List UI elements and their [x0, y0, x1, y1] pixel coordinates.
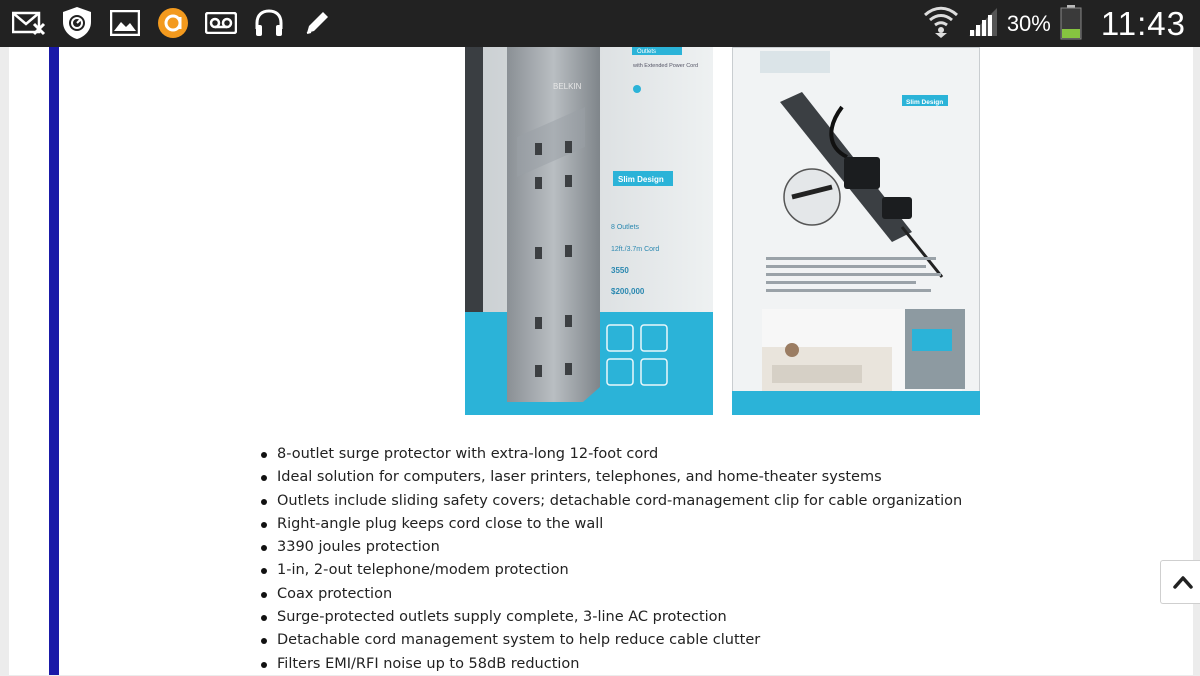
edit-icon[interactable] [300, 6, 334, 40]
list-item: Ideal solution for computers, laser printers, telephones, and home-theater systems [261, 466, 962, 489]
list-item: 1-in, 2-out telephone/modem protection [261, 559, 962, 582]
list-item: Surge-protected outlets supply complete, 3-line AC protection [261, 606, 962, 629]
product-image-front[interactable] [465, 47, 713, 415]
status-bar [0, 0, 1200, 47]
box-header-cord: with Extended Power Cord [633, 63, 699, 69]
missed-message-icon[interactable] [12, 6, 46, 40]
box-spec-outlets: 8 Outlets [611, 224, 640, 231]
box-spec-cord: 12ft./3.7m Cord [611, 246, 660, 253]
signal-icon [967, 7, 999, 41]
list-item: 3390 joules protection [261, 536, 962, 559]
list-item: Outlets include sliding safety covers; detachable cord-management clip for cable organization [261, 490, 962, 513]
box-badge-back: Slim Design [906, 99, 944, 106]
feature-list [261, 443, 962, 676]
clock: 11:43 [1100, 4, 1186, 42]
gallery-icon[interactable] [108, 6, 142, 40]
svg-text:BELKIN: BELKIN [553, 82, 582, 91]
box-spec-warranty: $200,000 [611, 287, 645, 296]
list-item: Right-angle plug keeps cord close to the wall [261, 513, 962, 536]
box-header-outlets: Outlets [637, 49, 657, 55]
battery-percent: 30% [1006, 10, 1051, 36]
app-notification-icon[interactable] [156, 6, 190, 40]
battery-icon [1059, 4, 1083, 44]
list-item: Filters EMI/RFI noise up to 58dB reduction [261, 653, 962, 676]
wifi-icon[interactable] [923, 5, 959, 43]
shield-status-icon[interactable] [60, 6, 94, 40]
voicemail-icon[interactable] [204, 6, 238, 40]
box-spec-joules: 3550 [611, 266, 629, 275]
list-item: Detachable cord management system to help reduce cable clutter [261, 629, 962, 652]
chevron-up-icon [1172, 574, 1194, 590]
scroll-to-top-button[interactable] [1160, 560, 1200, 604]
accent-bar [49, 47, 59, 675]
list-item: Coax protection [261, 583, 962, 606]
headset-icon[interactable] [252, 6, 286, 40]
product-image-back[interactable] [732, 47, 980, 415]
product-page [9, 47, 1193, 675]
box-badge-front: Slim Design [618, 175, 664, 184]
list-item: 8-outlet surge protector with extra-long 12-foot cord [261, 443, 962, 466]
